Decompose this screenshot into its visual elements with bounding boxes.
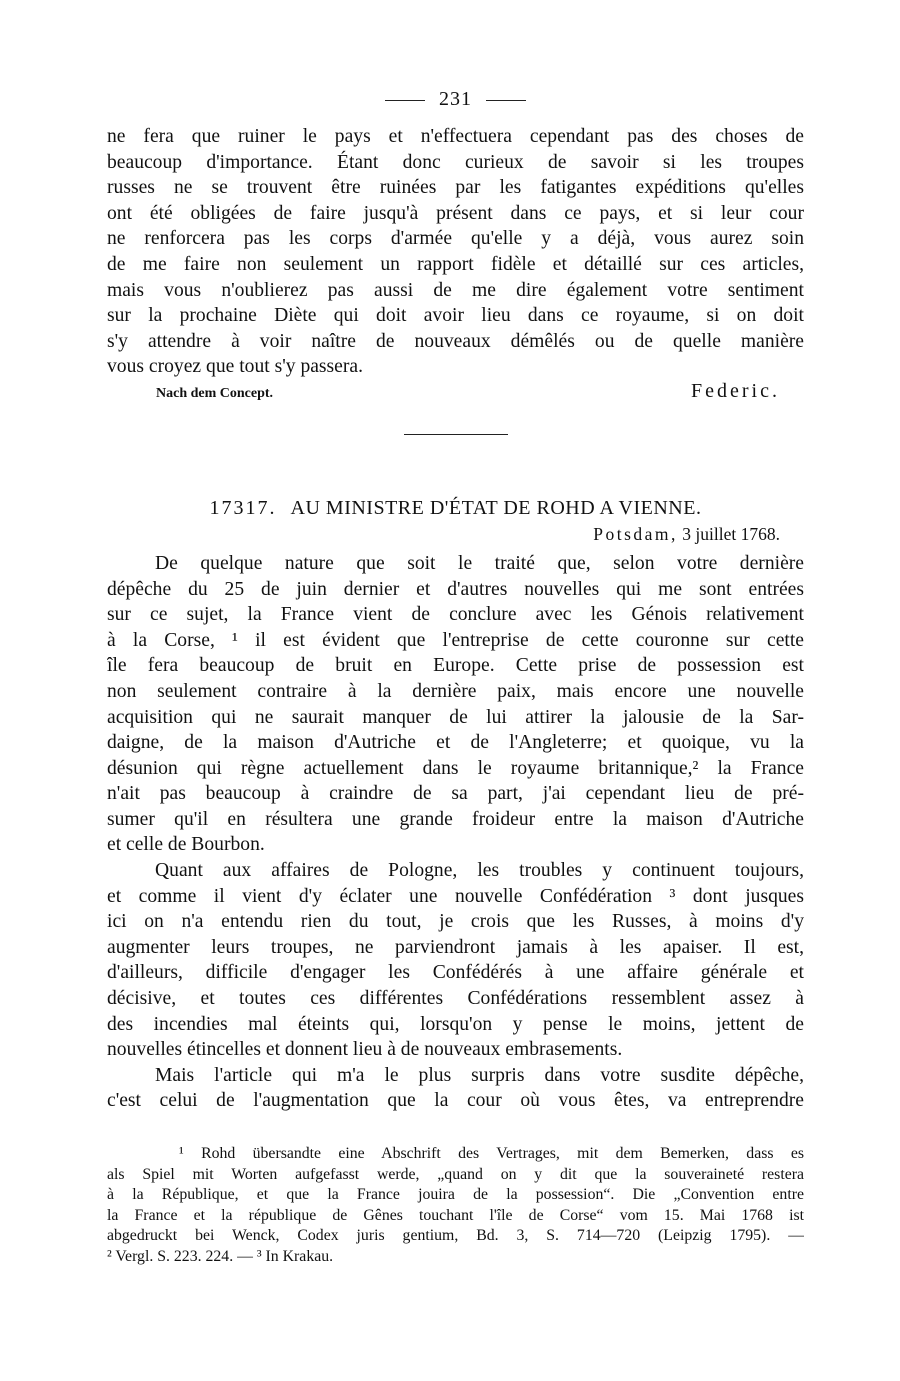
text-line: non seulement contraire à la dernière paix, mais encore une nouvelle [107, 680, 804, 702]
text-line: dépêche du 25 de juin dernier et d'autres nouvelles qui me sont entrées [107, 578, 804, 600]
letter-title: AU MINISTRE D'ÉTAT DE ROHD A VIENNE. [290, 496, 702, 519]
text-line: ne fera que ruiner le pays et n'effectuera cependant pas des choses de [107, 126, 804, 147]
section-divider [404, 434, 508, 435]
text-line: des incendies mal éteints qui, lorsqu'on y pense le moins, jettent de [107, 1013, 804, 1035]
text-line: à la Corse, ¹ il est évident que l'entreprise de cette couronne sur cette [107, 629, 804, 651]
paragraph-1 [107, 551, 804, 858]
page [107, 84, 804, 1267]
letter-number: 17317. [209, 496, 277, 519]
signature-row [107, 380, 804, 410]
footnote-line: ² Vergl. S. 223. 224. — ³ In Krakau. [107, 1247, 334, 1265]
text-line: ont été obligées de faire jusqu'à présent dans ce pays, et si leur cour [107, 202, 804, 224]
footnote-line: abgedruckt bei Wenck, Codex juris gentium, Bd. 3, S. 714—720 (Leipzig 1795). — [107, 1227, 804, 1244]
text-line: sur ce sujet, la France vient de conclure avec les Génois relativement [107, 604, 804, 626]
text-line: De quelque nature que soit le traité que, selon votre dernière [155, 552, 804, 574]
text-line: ici on n'a entendu rien du tout, je crois que les Russes, à moins d'y [107, 911, 804, 933]
text-line: nouvelles étincelles et donnent lieu à de nouveaux embrasements. [107, 1039, 623, 1061]
text-line: désunion qui règne actuellement dans le royaume britannique,² la France [107, 757, 804, 779]
letter1-body [107, 124, 804, 380]
header-dash-right [486, 100, 526, 101]
text-line: russes ne se trouvent être ruinées par les fatigantes expéditions qu'elles [107, 177, 804, 199]
header-dash-left [385, 100, 425, 101]
text-line: daigne, de la maison d'Autriche et de l'Angleterre; et quoique, vu la [107, 732, 804, 754]
text-line: décisive, et toutes ces différentes Confédérations ressemblent assez à [107, 988, 804, 1010]
text-line: acquisition qui ne saurait manquer de lui attirer la jalousie de la Sar- [107, 706, 804, 728]
text-line: c'est celui de l'augmentation que la cour où vous êtes, va entreprendre [107, 1090, 804, 1112]
text-line: Quant aux affaires de Pologne, les troubles y continuent toujours, [155, 860, 804, 882]
text-line: et celle de Bourbon. [107, 834, 265, 856]
dateline [107, 524, 780, 545]
page-header [107, 84, 804, 124]
text-line: Mais l'article qui m'a le plus surpris dans votre susdite dépêche, [155, 1064, 804, 1086]
signature: Federic. [691, 379, 780, 402]
source-note: Nach dem Concept. [156, 385, 274, 401]
footnotes [107, 1144, 804, 1267]
footnote-line: à la République, et que la France jouira de la possession“. Die „Convention entre [107, 1186, 804, 1203]
letter-heading [107, 497, 804, 520]
text-line: île fera beaucoup de bruit en Europe. Cette prise de possession est [107, 655, 804, 677]
dateline-place: Potsdam, [593, 523, 678, 544]
text-line: d'ailleurs, difficile d'engager les Confédérés à une affaire générale et [107, 962, 804, 984]
text-line: augmenter leurs troupes, ne parviendront jamais à les apaiser. Il est, [107, 936, 804, 958]
footnote-line: ¹ Rohd übersandte eine Abschrift des Vertrages, mit dem Bemerken, dass es [179, 1145, 804, 1162]
dateline-date: 3 juillet 1768. [682, 523, 780, 544]
text-line: s'y attendre à voir naître de nouveaux démêlés ou de quelle manière [107, 330, 804, 352]
footnote-line: la France et la république de Gênes touchant l'île de Corse“ vom 15. Mai 1768 ist [107, 1206, 804, 1224]
text-line: beaucoup d'importance. Étant donc curieux de savoir si les troupes [107, 151, 804, 173]
text-line: de me faire non seulement un rapport fidèle et détaillé sur ces articles, [107, 253, 804, 275]
text-line: sumer qu'il en résultera une grande froideur entre la maison d'Autriche [107, 808, 804, 830]
page-number: 231 [439, 88, 472, 110]
text-line: vous croyez que tout s'y passera. [107, 356, 364, 378]
paragraph-3 [107, 1063, 804, 1114]
text-line: mais vous n'oublierez pas aussi de me dire également votre sentiment [107, 279, 804, 301]
footnote-line: als Spiel mit Worten aufgefasst werde, „quand on y dit que la souveraineté restera [107, 1165, 804, 1183]
paragraph-2 [107, 858, 804, 1063]
text-line: ne renforcera pas les corps d'armée qu'elle y a déjà, vous aurez soin [107, 228, 804, 250]
text-line: sur la prochaine Diète qui doit avoir lieu dans ce royaume, si on doit [107, 305, 804, 327]
text-line: n'ait pas beaucoup à craindre de sa part, j'ai cependant lieu de pré- [107, 783, 804, 805]
text-line: et comme il vient d'y éclater une nouvelle Confédération ³ dont jusques [107, 885, 804, 907]
